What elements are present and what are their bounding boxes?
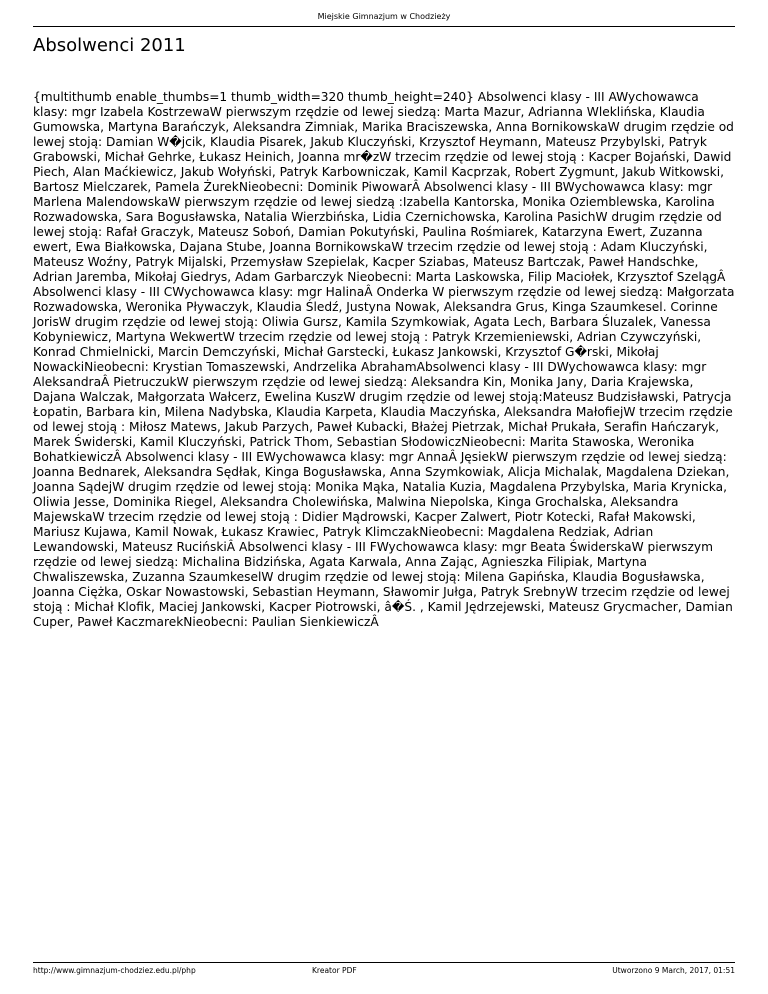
page-header: Miejskie Gimnazjum w Chodzieży	[317, 12, 451, 21]
footer-generated-date: Utworzono 9 March, 2017, 01:51	[612, 966, 735, 975]
header-divider	[33, 26, 735, 27]
footer-url: http://www.gimnazjum-chodziez.edu.pl/php	[33, 966, 196, 975]
footer-divider	[33, 962, 735, 963]
footer-creator: Kreator PDF	[312, 966, 357, 975]
article-body: {multithumb enable_thumbs=1 thumb_width=320 thumb_height=240} Absolwenci klasy - III AWychowawca klasy: mgr Izabela KostrzewaW pierwszym rzędzie od lewej siedzą: Marta Mazur, Adrianna Wleklińska, Klaudia Gumowska, Martyna Barańczyk, Aleksandra Zimniak, Marika Braciszewska, Anna BornikowskaW drugim rzędzie od lewej stoją: Damian W�jcik, Klaudia Pisarek, Jakub Kluczyński, Krzysztof Heymann, Mateusz Przybylski, Patryk Grabowski, Michał Gehrke, Łukasz Heinich, Joanna mr�zW trzecim rzędzie od lewej stoją : Kacper Bojański, Dawid Piech, Alan Maćkiewicz, Jakub Wołyński, Patryk Karbowniczak, Kamil Kacprzak, Robert Zygmunt, Jakub Witkowski, Bartosz Mielczarek, Pamela ŻurekNieobecni: Dominik PiwowarÂ Absolwenci klasy - III BWychowawca klasy: mgr Marlena MalendowskaW pierwszym rzędzie od lewej siedzą :Izabella Kantorska, Monika Oziemblewska, Karolina Rozwadowska, Sara Bogusławska, Natalia Wierzbińska, Lidia Czernichowska, Karolina PasichW drugim rzędzie od lewej stoją: Rafał Graczyk, Mateusz Soboń, Damian Pokutyński, Paulina Rośmiarek, Katarzyna Ewert, Zuzanna ewert, Ewa Białkowska, Dajana Stube, Joanna BornikowskaW trzecim rzędzie od lewej stoją : Adam Kluczyński, Mateusz Woźny, Patryk Mijalski, Przemysław Szepielak, Kacper Sziabas, Mateusz Bartczak, Paweł Handschke, Adrian Jaremba, Mikołaj Giedrys, Adam Garbarczyk Nieobecni: Marta Laskowska, Filip Maciołek, Krzysztof SzelągÂ Absolwenci klasy - III CWychowawca klasy: mgr HalinaÂ Onderka W pierwszym rzędzie od lewej siedzą: Małgorzata Rozwadowska, Weronika Pływaczyk, Klaudia Śledź, Justyna Nowak, Aleksandra Grus, Kinga Szaumkesel. Corinne JorisW drugim rzędzie od lewej stoją: Oliwia Gursz, Kamila Szymkowiak, Agata Lech, Barbara Śluzalek, Vanessa Kobyniewicz, Martyna WekwertW trzecim rzędzie od lewej stoją : Patryk Krzemieniewski, Adrian Czywczyński, Konrad Chmielnicki, Marcin Demczyński, Michał Garstecki, Łukasz Jankowski, Krzysztof G�rski, Mikołaj NowackiNieobecni: Krystian Tomaszewski, Andrzelika AbrahamAbsolwenci klasy - III DWychowawca klasy: mgr AleksandraÂ PietruczukW pierwszym rzędzie od lewej siedzą: Aleksandra Kin, Monika Jany, Daria Krajewska, Dajana Walczak, Małgorzata Wałcerz, Ewelina KuszW drugim rzędzie od lewej stoją:Mateusz Budzisławski, Patrycja Łopatin, Barbara kin, Milena Nadybska, Klaudia Karpeta, Klaudia Maczyńska, Aleksandra MałofiejW trzecim rzędzie od lewej stoją : Miłosz Matews, Jakub Parzych, Paweł Kubacki, Błażej Pietrzak, Michał Prukała, Serafin Hańczaryk, Marek Świderski, Kamil Kluczyński, Patrick Thom, Sebastian SłodowiczNieobecni: Marita Stawoska, Weronika BohatkiewiczÂ Absolwenci klasy - III EWychowawca klasy: mgr AnnaÂ JęsiekW pierwszym rzędzie od lewej siedzą: Joanna Bednarek, Aleksandra Sędłak, Kinga Bogusławska, Anna Szymkowiak, Alicja Michalak, Magdalena Dziekan, Joanna SądejW drugim rzędzie od lewej stoją: Monika Mąka, Natalia Kuzia, Magdalena Przybylska, Maria Krynicka, Oliwia Jesse, Dominika Riegel, Aleksandra Cholewińska, Malwina Niepolska, Kinga Grochalska, Aleksandra MajewskaW trzecim rzędzie od lewej stoją : Didier Mądrowski, Kacper Zalwert, Piotr Kotecki, Rafał Makowski, Mariusz Kujawa, Kamil Nowak, Łukasz Krawiec, Patryk KlimczakNieobecni: Magdalena Redziak, Adrian Lewandowski, Mateusz RucińskiÂ Absolwenci klasy - III FWychowawca klasy: mgr Beata ŚwiderskaW pierwszym rzędzie od lewej siedzą: Michalina Bidzińska, Agata Karwala, Anna Zając, Agnieszka Filipiak, Martyna Chwaliszewska, Zuzanna SzaumkeselW drugim rzędzie od lewej stoją: Milena Gapińska, Klaudia Bogusławska, Joanna Ciężka, Oskar Nowastowski, Sebastian Heymann, Sławomir Jułga, Patryk SrebnyW trzecim rzędzie od lewej stoją : Michał Klofik, Maciej Jankowski, Kacper Piotrowski, â�Ś. , Kamil Jędrzejewski, Mateusz Grycmacher, Damian Cuper, Paweł KaczmarekNieobecni: Paulian SienkiewiczÂ	[33, 90, 735, 629]
page-title: Absolwenci 2011	[33, 35, 186, 56]
